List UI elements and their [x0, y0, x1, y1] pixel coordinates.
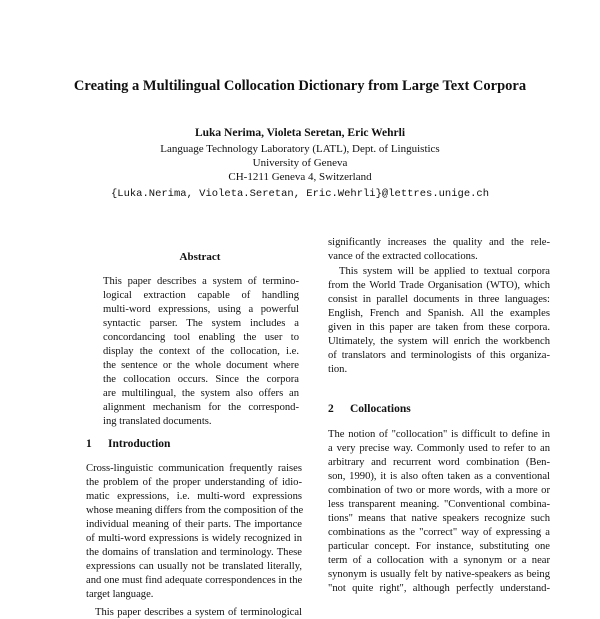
intro-line: Cross-linguistic communication frequently raises: [86, 463, 302, 474]
collocation-line: combination of two or more words, with a more or: [328, 485, 550, 496]
continued-line: significantly increases the quality and the rele-: [328, 237, 550, 248]
collocation-line: less transparent meaning. "Conventional combina-: [328, 499, 550, 510]
collocation-line: "not quite right", although perfectly understand-: [328, 583, 550, 594]
affiliation-line: CH-1211 Geneva 4, Switzerland: [228, 171, 372, 183]
paragraph-line: of translators and terminologists of this organiza-: [328, 350, 550, 361]
author-emails: {Luka.Nerima, Violeta.Seretan, Eric.Wehrli}@lettres.unige.ch: [110, 188, 490, 200]
paragraph-line: consist in parallel documents in three languages:: [328, 294, 550, 305]
section-number: 2: [328, 403, 334, 415]
paragraph-line: from the World Trade Organisation (WTO), which: [328, 280, 550, 291]
paragraph-line: given in this paper are taken from these corpora.: [328, 322, 550, 333]
paragraph-line: English, French and Spanish. All the examples: [328, 308, 550, 319]
affiliation-line: University of Geneva: [252, 157, 348, 169]
section-1-heading: [86, 438, 170, 450]
continued-line: vance of the extracted collocations.: [328, 251, 478, 262]
intro-line: matic expressions, i.e. multi-word expressions: [86, 491, 302, 502]
abstract-line: are multilingual, the system also offers an: [103, 388, 299, 399]
abstract-line: the sentence or the whole document where: [103, 360, 299, 371]
collocation-line: a very precise way. Commonly used to refer to an: [328, 443, 550, 454]
intro-line: individual meaning of their parts. The importance: [86, 519, 302, 530]
paragraph-line: This system will be applied to textual corpora: [339, 266, 550, 277]
collocation-line: tions" means that native speakers recognize such: [328, 513, 550, 524]
section-2-heading: [328, 403, 411, 415]
abstract-line: display the context of the collocation, i.e.: [103, 346, 299, 357]
intro-line: the problem of the proper understanding of idio-: [86, 477, 302, 488]
collocation-line: combinations as the "correct" way of expressing a: [328, 527, 550, 538]
abstract-line: the collocation occurs. Since the corpora: [103, 374, 299, 385]
collocation-line: particular concept. For instance, substituting one: [328, 541, 550, 552]
paper-title: Creating a Multilingual Collocation Dictionary from Large Text Corpora: [73, 78, 527, 94]
intro-line: and one must find adequate correspondences in the: [86, 575, 303, 586]
intro-line: expressions can usually not be translated literally,: [86, 561, 302, 572]
collocation-line: son, 1990), it is also often taken as a conventional: [328, 471, 550, 482]
abstract-line: logical extraction capable of handling: [103, 290, 299, 301]
authors: Luka Nerima, Violeta Seretan, Eric Wehrli: [194, 127, 406, 139]
abstract-line: syntactic parser. The system includes a: [103, 318, 299, 329]
abstract-line: concordancing tool enabling the user to: [103, 332, 299, 343]
section-title: Collocations: [350, 403, 411, 415]
intro-line: whose meaning differs from the composition of the: [86, 505, 304, 516]
section-title: Introduction: [108, 438, 171, 450]
intro-line: the domains of translation and terminology. These: [86, 547, 302, 558]
paragraph-line: tion.: [328, 364, 348, 375]
collocation-line: synonym is usually felt by native-speakers as being: [328, 569, 550, 580]
section-number: 1: [86, 438, 92, 450]
paragraph-line: Ultimately, the system will enrich the workbench: [328, 336, 550, 347]
collocation-line: term of a collocation with a synonym or a near: [328, 555, 550, 566]
abstract-line: alignment mechanism for the correspond-: [103, 402, 299, 413]
collocation-line: arbitrary and recurrent word combination (Ben-: [328, 457, 550, 468]
affiliation-line: Language Technology Laboratory (LATL), Dept. of Linguistics: [160, 143, 440, 155]
abstract-heading: Abstract: [179, 251, 221, 263]
abstract-line: This paper describes a system of termino-: [103, 276, 299, 287]
abstract-line: ing translated documents.: [103, 416, 212, 427]
intro-line: target language.: [86, 589, 154, 600]
intro-line: of multi-word expressions is widely recognized in: [86, 533, 302, 544]
collocation-line: The notion of "collocation" is difficult to define in: [328, 429, 550, 440]
intro-line: This paper describes a system of terminological: [95, 607, 302, 618]
abstract-line: multi-word expressions, using a powerful: [103, 304, 299, 315]
